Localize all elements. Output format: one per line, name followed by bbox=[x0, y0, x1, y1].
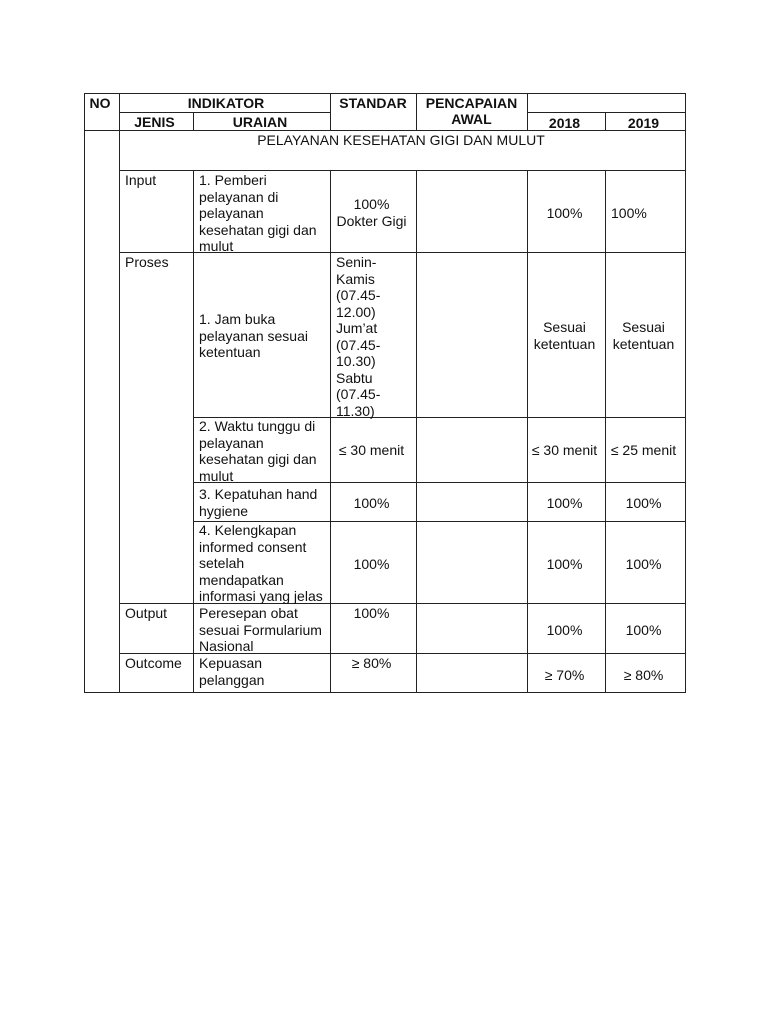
cell-jenis: Output bbox=[125, 605, 168, 621]
cell-2019: ≥ 80% bbox=[623, 667, 664, 683]
cell-2018: ≤ 30 menit bbox=[531, 442, 598, 458]
header-year-2018: 2018 bbox=[548, 115, 581, 131]
cell-2019: ≤ 25 menit bbox=[610, 442, 677, 458]
cell-2019: 100% bbox=[625, 556, 662, 572]
cell-uraian: Peresepan obat sesuai Formularium Nasional bbox=[199, 605, 322, 654]
cell-2018: ≥ 70% bbox=[544, 667, 585, 683]
table-border-bottom bbox=[84, 692, 686, 693]
cell-jenis: Proses bbox=[125, 254, 169, 270]
cell-standar: 100% Dokter Gigi bbox=[336, 196, 407, 229]
cell-jenis bbox=[119, 521, 193, 523]
cell-2019: Sesuai ketentuan bbox=[612, 319, 675, 352]
header-uraian: URAIAN bbox=[232, 114, 288, 130]
cell-standar: ≥ 80% bbox=[351, 655, 392, 671]
cell-2018: 100% bbox=[546, 205, 583, 221]
cell-uraian: 1. Pemberi pelayanan di pelayanan kesehatan gigi dan mulut bbox=[199, 172, 317, 254]
cell-uraian: 1. Jam buka pelayanan sesuai ketentuan bbox=[199, 311, 308, 360]
cell-pencapaian-awal bbox=[416, 554, 527, 556]
cell-standar: 100% bbox=[353, 556, 390, 572]
header-bottom-border bbox=[84, 130, 119, 131]
cell-uraian: 4. Kelengkapan informed consent setelah mendapatkan informasi yang jelas bbox=[199, 522, 323, 604]
section-title: PELAYANAN KESEHATAN GIGI DAN MULUT bbox=[257, 132, 545, 148]
cell-standar: 100% bbox=[353, 605, 390, 621]
cell-pencapaian-awal bbox=[416, 203, 527, 205]
cell-jenis: Outcome bbox=[125, 655, 182, 671]
header-pencapaian-awal: PENCAPAIAN AWAL bbox=[425, 95, 518, 127]
cell-standar: Senin- Kamis (07.45- 12.00) Jum’at (07.45- 10.30) Sabtu (07.45- 11.30) bbox=[336, 254, 381, 419]
cell-2019: 100% bbox=[611, 205, 647, 221]
cell-standar: 100% bbox=[353, 495, 390, 511]
cell-2018: Sesuai ketentuan bbox=[533, 319, 596, 352]
table-border-right bbox=[685, 93, 686, 693]
cell-2018: 100% bbox=[546, 495, 583, 511]
cell-pencapaian-awal bbox=[416, 665, 527, 667]
cell-pencapaian-awal bbox=[416, 317, 527, 319]
cell-2018: 100% bbox=[546, 556, 583, 572]
cell-uraian: Kepuasan pelanggan bbox=[199, 655, 265, 688]
cell-pencapaian-awal bbox=[416, 493, 527, 495]
col-border-pencapaian bbox=[527, 170, 528, 693]
header-indikator: INDIKATOR bbox=[187, 95, 265, 111]
cell-2019: 100% bbox=[625, 495, 662, 511]
cell-jenis: Input bbox=[125, 172, 157, 188]
cell-jenis bbox=[119, 482, 193, 484]
cell-2018: 100% bbox=[546, 622, 583, 638]
cell-pencapaian-awal bbox=[416, 620, 527, 622]
cell-2019: 100% bbox=[625, 622, 662, 638]
cell-uraian: 2. Waktu tunggu di pelayanan kesehatan gigi dan mulut bbox=[199, 418, 317, 484]
cell-uraian: 3. Kepatuhan hand hygiene bbox=[199, 486, 318, 519]
col-border-2018 bbox=[605, 170, 606, 693]
cell-pencapaian-awal bbox=[416, 440, 527, 442]
header-no: NO bbox=[89, 95, 111, 111]
header-jenis: JENIS bbox=[134, 114, 175, 130]
header-standar: STANDAR bbox=[339, 95, 407, 111]
cell-standar: ≤ 30 menit bbox=[338, 442, 405, 458]
header-year-2019: 2019 bbox=[627, 115, 660, 131]
table-border-left bbox=[84, 93, 85, 693]
cell-jenis bbox=[119, 417, 193, 419]
col-border-standar bbox=[416, 170, 417, 693]
